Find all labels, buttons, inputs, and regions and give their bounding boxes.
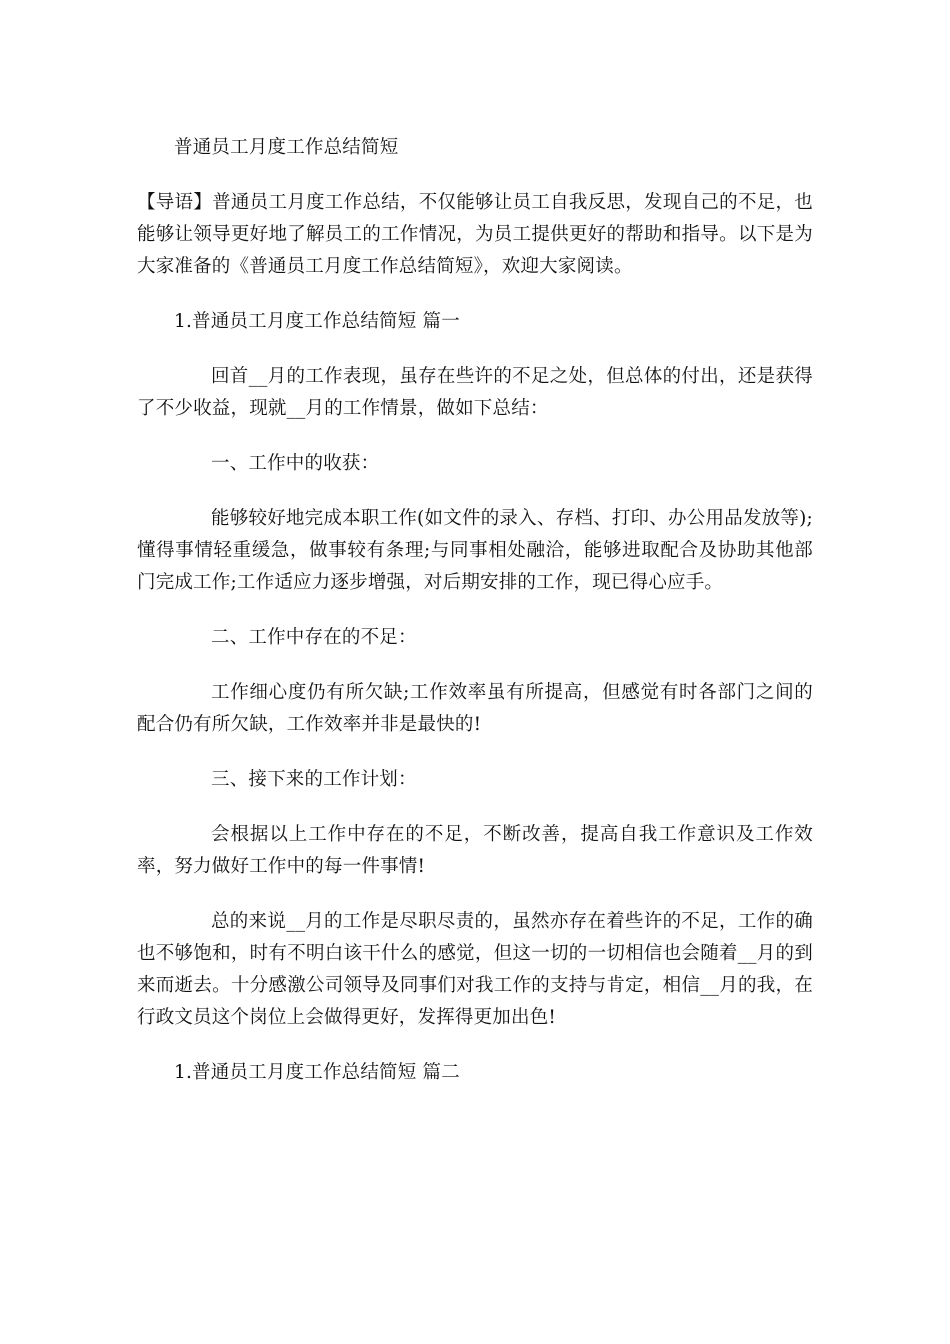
- section-2-title: 1.普通员工月度工作总结简短 篇二: [174, 1062, 460, 1083]
- paragraph-plan: 会根据以上工作中存在的不足，不断改善，提高自我工作意识及工作效率，努力做好工作中的每一件事情!: [137, 824, 813, 877]
- section-1-title: 1.普通员工月度工作总结简短 篇一: [174, 311, 460, 332]
- paragraph-gains: 能够较好地完成本职工作(如文件的录入、存档、打印、办公用品发放等);懂得事情轻重缓急，做事较有条理;与同事相处融洽，能够进取配合及协助其他部门完成工作;工作适应力逐步增强，对后期安排的工作，现已得心应手。: [137, 508, 813, 593]
- heading-shortcomings: 二、工作中存在的不足：: [211, 627, 417, 648]
- paragraph-shortcomings: 工作细心度仍有所欠缺;工作效率虽有所提高，但感觉有时各部门之间的配合仍有所欠缺，工作效率并非是最快的!: [137, 682, 813, 735]
- heading-gains: 一、工作中的收获：: [211, 453, 380, 474]
- intro-paragraph: 【导语】普通员工月度工作总结，不仅能够让员工自我反思，发现自己的不足，也能够让领导更好地了解员工的工作情况，为员工提供更好的帮助和指导。以下是为大家准备的《普通员工月度工作总结简短》，欢迎大家阅读。: [137, 192, 813, 277]
- document-title: 普通员工月度工作总结简短: [174, 137, 399, 158]
- paragraph-review: 回首__月的工作表现，虽存在些许的不足之处，但总体的付出，还是获得了不少收益，现就__月的工作情景，做如下总结：: [137, 366, 813, 419]
- document-page: [137, 132, 813, 1089]
- heading-plan: 三、接下来的工作计划：: [211, 769, 417, 790]
- paragraph-summary: 总的来说__月的工作是尽职尽责的，虽然亦存在着些许的不足，工作的确也不够饱和，时有不明白该干什么的感觉，但这一切的一切相信也会随着__月的到来而逝去。十分感激公司领导及同事们对我工作的支持与肯定，相信__月的我，在行政文员这个岗位上会做得更好，发挥得更加出色!: [137, 911, 813, 1028]
